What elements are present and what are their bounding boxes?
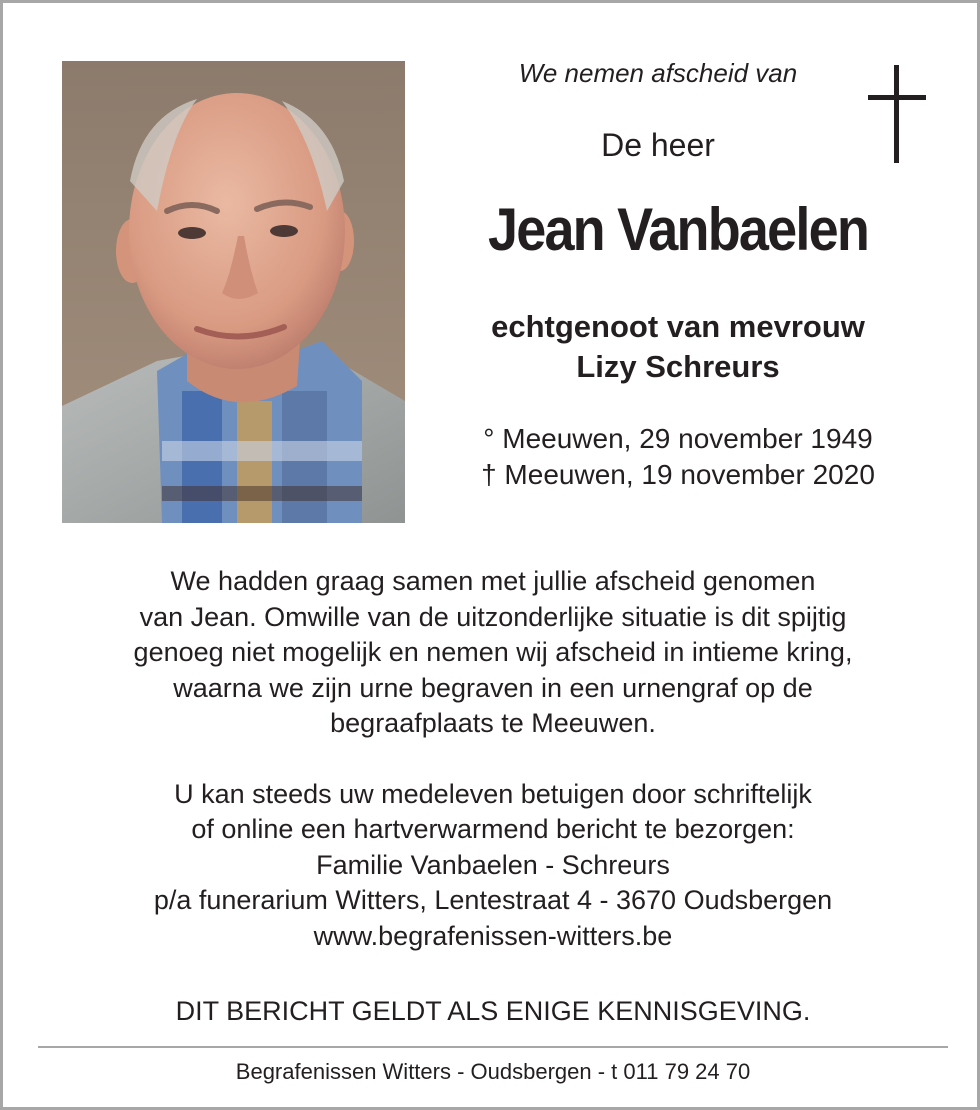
dates-block bbox=[433, 421, 923, 493]
message-line-3: genoeg niet mogelijk en nemen wij afscheid in intieme kring, bbox=[133, 637, 853, 667]
footer-text: Begrafenissen Witters - Oudsbergen - t 011 79 24 70 bbox=[235, 1059, 751, 1084]
contact-line-2: of online een hartverwarmend bericht te bezorgen: bbox=[191, 814, 795, 844]
deceased-name: Jean Vanbaelen bbox=[487, 196, 868, 263]
spouse-name: Lizy Schreurs bbox=[576, 349, 780, 384]
cross-icon bbox=[868, 65, 926, 163]
honorific-title: De heer bbox=[601, 127, 715, 163]
footer-divider bbox=[38, 1046, 948, 1048]
funeral-home-address: p/a funerarium Witters, Lentestraat 4 - 3670 Oudsbergen bbox=[153, 885, 833, 915]
message-block bbox=[43, 564, 943, 954]
family-name: Familie Vanbaelen - Schreurs bbox=[316, 849, 670, 880]
birth-date: ° Meeuwen, 29 november 1949 bbox=[483, 423, 873, 454]
message-line-1: We hadden graag samen met jullie afscheid genomen bbox=[170, 566, 816, 596]
intro-text: We nemen afscheid van bbox=[518, 58, 798, 88]
message-line-5: begraafplaats te Meeuwen. bbox=[330, 708, 656, 738]
website-link[interactable]: www.begrafenissen-witters.be bbox=[313, 920, 673, 951]
message-line-4: waarna we zijn urne begraven in een urnengraf op de bbox=[173, 672, 813, 703]
notice-text: DIT BERICHT GELDT ALS ENIGE KENNISGEVING. bbox=[175, 996, 811, 1026]
spouse-line-1: echtgenoot van mevrouw bbox=[491, 309, 865, 344]
spouse-block bbox=[433, 307, 923, 387]
portrait-illustration bbox=[62, 61, 405, 523]
message-line-2: van Jean. Omwille van de uitzonderlijke situatie is dit spijtig bbox=[139, 601, 847, 632]
contact-line-1: U kan steeds uw medeleven betuigen door schriftelijk bbox=[174, 778, 812, 809]
portrait-photo bbox=[62, 61, 405, 523]
death-date: † Meeuwen, 19 november 2020 bbox=[481, 459, 875, 490]
